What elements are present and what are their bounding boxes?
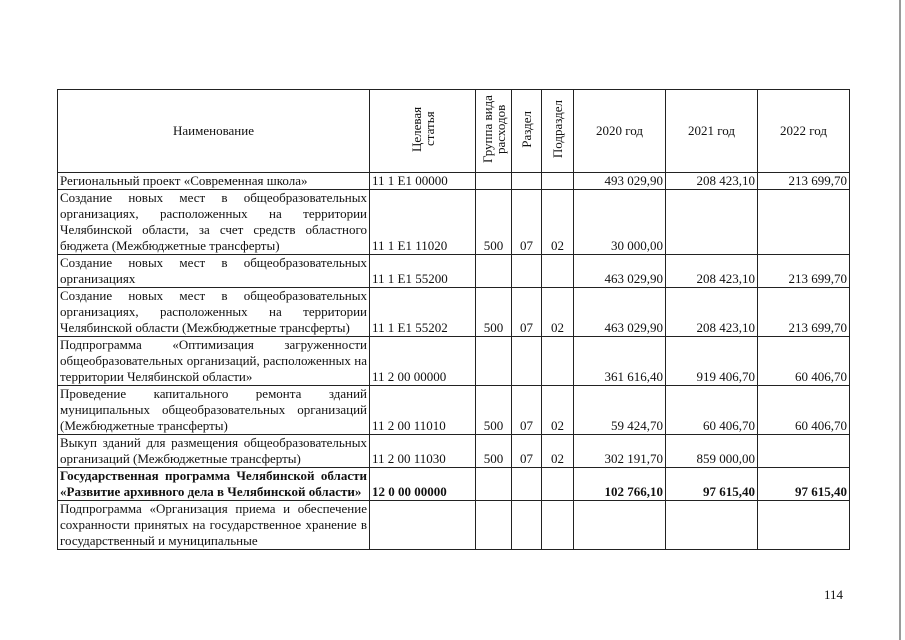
row-name: Подпрограмма «Организация приема и обеспечение сохранности принятых на государственное хранение в государственный и муниципальные — [58, 501, 370, 550]
header-subsection: Подраздел — [542, 90, 574, 173]
row-value-2020: 102 766,10 — [574, 468, 666, 501]
row-name: Региональный проект «Современная школа» — [58, 173, 370, 190]
row-subsection — [542, 255, 574, 288]
header-year-2020: 2020 год — [574, 90, 666, 173]
row-target-article: 11 2 00 11010 — [370, 386, 476, 435]
row-subsection — [542, 337, 574, 386]
row-name: Государственная программа Челябинской области «Развитие архивного дела в Челябинской области» — [58, 468, 370, 501]
row-subsection — [542, 501, 574, 550]
row-value-2022 — [758, 501, 850, 550]
row-name: Проведение капитального ремонта зданий муниципальных общеобразовательных организаций (Межбюджетные трансферты) — [58, 386, 370, 435]
row-expense-group: 500 — [476, 288, 512, 337]
table-row — [58, 190, 850, 255]
row-value-2020: 361 616,40 — [574, 337, 666, 386]
row-target-article: 11 2 00 11030 — [370, 435, 476, 468]
row-target-article: 11 1 E1 11020 — [370, 190, 476, 255]
row-target-article: 11 1 E1 55202 — [370, 288, 476, 337]
row-subsection: 02 — [542, 190, 574, 255]
row-name: Выкуп зданий для размещения общеобразовательных организаций (Межбюджетные трансферты) — [58, 435, 370, 468]
row-expense-group — [476, 255, 512, 288]
row-expense-group — [476, 337, 512, 386]
row-value-2022 — [758, 435, 850, 468]
row-value-2022 — [758, 190, 850, 255]
table-row — [58, 255, 850, 288]
header-year-2022: 2022 год — [758, 90, 850, 173]
row-name: Создание новых мест в общеобразовательных организациях, расположенных на территории Челябинской области, за счет средств областного бюджета (Межбюджетные трансферты) — [58, 190, 370, 255]
row-value-2021: 208 423,10 — [666, 255, 758, 288]
row-target-article: 11 1 E1 55200 — [370, 255, 476, 288]
row-expense-group: 500 — [476, 386, 512, 435]
row-value-2022: 213 699,70 — [758, 288, 850, 337]
row-value-2021: 208 423,10 — [666, 173, 758, 190]
row-value-2020: 493 029,90 — [574, 173, 666, 190]
row-subsection: 02 — [542, 435, 574, 468]
row-section: 07 — [512, 386, 542, 435]
row-value-2021: 60 406,70 — [666, 386, 758, 435]
row-section: 07 — [512, 435, 542, 468]
row-target-article: 12 0 00 00000 — [370, 468, 476, 501]
budget-table — [57, 89, 850, 550]
page-number: 114 — [824, 587, 844, 602]
row-section: 07 — [512, 288, 542, 337]
row-subsection — [542, 173, 574, 190]
row-target-article — [370, 501, 476, 550]
row-expense-group: 500 — [476, 435, 512, 468]
row-subsection: 02 — [542, 386, 574, 435]
row-value-2020: 302 191,70 — [574, 435, 666, 468]
table-row — [58, 337, 850, 386]
row-value-2020: 463 029,90 — [574, 255, 666, 288]
row-value-2021: 208 423,10 — [666, 288, 758, 337]
row-expense-group — [476, 501, 512, 550]
row-name: Создание новых мест в общеобразовательных организациях — [58, 255, 370, 288]
row-value-2020 — [574, 501, 666, 550]
row-expense-group — [476, 173, 512, 190]
row-value-2022: 60 406,70 — [758, 337, 850, 386]
row-target-article: 11 2 00 00000 — [370, 337, 476, 386]
row-section: 07 — [512, 190, 542, 255]
row-value-2022: 97 615,40 — [758, 468, 850, 501]
table-row — [58, 173, 850, 190]
row-expense-group — [476, 468, 512, 501]
row-subsection — [542, 468, 574, 501]
row-value-2021: 97 615,40 — [666, 468, 758, 501]
row-section — [512, 468, 542, 501]
table-header-row — [58, 90, 850, 173]
table-row — [58, 501, 850, 550]
row-section — [512, 337, 542, 386]
scan-edge-line — [899, 0, 901, 640]
table-row — [58, 468, 850, 501]
row-value-2021: 919 406,70 — [666, 337, 758, 386]
row-value-2021 — [666, 190, 758, 255]
row-expense-group: 500 — [476, 190, 512, 255]
header-name: Наименование — [58, 90, 370, 173]
header-expense-group: Группа вида расходов — [476, 90, 512, 173]
row-subsection: 02 — [542, 288, 574, 337]
header-section: Раздел — [512, 90, 542, 173]
row-section — [512, 501, 542, 550]
header-target-article: Целевая статья — [370, 90, 476, 173]
row-section — [512, 173, 542, 190]
table-row — [58, 288, 850, 337]
table-row — [58, 386, 850, 435]
header-year-2021: 2021 год — [666, 90, 758, 173]
row-name: Подпрограмма «Оптимизация загруженности общеобразовательных организаций, расположенных на территории Челябинской области» — [58, 337, 370, 386]
row-target-article: 11 1 E1 00000 — [370, 173, 476, 190]
row-value-2020: 463 029,90 — [574, 288, 666, 337]
row-value-2022: 60 406,70 — [758, 386, 850, 435]
row-section — [512, 255, 542, 288]
row-value-2021: 859 000,00 — [666, 435, 758, 468]
row-value-2020: 59 424,70 — [574, 386, 666, 435]
row-value-2021 — [666, 501, 758, 550]
table-row — [58, 435, 850, 468]
row-value-2022: 213 699,70 — [758, 173, 850, 190]
row-value-2020: 30 000,00 — [574, 190, 666, 255]
row-value-2022: 213 699,70 — [758, 255, 850, 288]
row-name: Создание новых мест в общеобразовательных организациях, расположенных на территории Челябинской области (Межбюджетные трансферты) — [58, 288, 370, 337]
table-body — [58, 173, 850, 550]
